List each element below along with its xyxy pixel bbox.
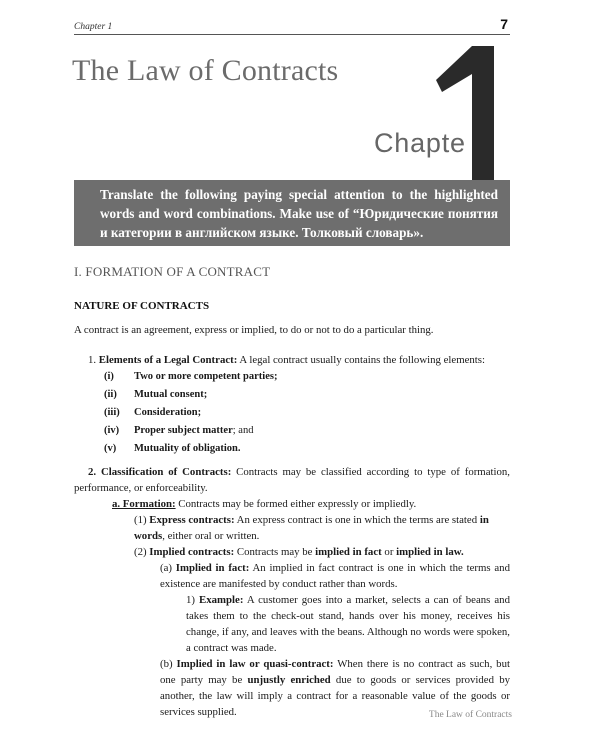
- list-item-text: Mutual consent;: [134, 389, 208, 400]
- implied-label: (2): [134, 546, 150, 558]
- list-item-number: (i): [104, 371, 114, 382]
- list-item-number: (ii): [104, 389, 117, 400]
- paragraph-implied: [134, 544, 510, 560]
- fact-label: (a): [160, 562, 176, 574]
- list-item: [104, 404, 504, 422]
- implied-bold-law: implied in law.: [396, 546, 464, 558]
- elements-label: 1.: [88, 354, 99, 366]
- paragraph-example: [186, 592, 510, 656]
- quasi-heading: Implied in law or quasi-contract:: [176, 658, 334, 670]
- list-item-text: Consideration;: [134, 407, 202, 418]
- implied-bold-fact: implied in fact: [315, 546, 382, 558]
- example-text: A customer goes into a market, selects a can of beans and takes them to the check-out stand, hands over his money, receives his change, if any, and leaves with the beans. Although no words were spoken, a contract was made.: [186, 594, 510, 654]
- list-item-number: (iv): [104, 425, 120, 436]
- list-item-text: Proper subject matter: [134, 425, 233, 436]
- paragraph-formation: [112, 496, 510, 512]
- elements-list: [104, 368, 504, 458]
- instruction-text: Translate the following paying special attention to the highlighted words and word combinations. Make use of “Юридические понятия и категории в английском языке. Толковый словарь».: [100, 187, 498, 240]
- instruction-banner: [74, 180, 510, 246]
- express-label: (1): [134, 514, 150, 526]
- express-text: An express contract is one in which the terms are stated: [234, 514, 480, 526]
- implied-heading: Implied contracts:: [149, 546, 235, 558]
- quasi-bold: unjustly enriched: [247, 674, 331, 686]
- fact-heading: Implied in fact:: [175, 562, 250, 574]
- quasi-label: (b): [160, 658, 177, 670]
- section-heading: I. FORMATION OF A CONTRACT: [74, 264, 271, 279]
- quasi-text-1: When there is no contract as such, but one party may be: [160, 658, 510, 686]
- running-header-chapter: Chapter 1: [74, 22, 113, 32]
- list-item: [104, 368, 504, 386]
- elements-text: A legal contract usually contains the following elements:: [237, 354, 485, 366]
- list-item-text: Mutuality of obligation.: [134, 443, 241, 454]
- page-title: The Law of Contracts: [72, 54, 339, 87]
- header-rule: [74, 34, 510, 35]
- list-item: [104, 386, 504, 404]
- running-footer: The Law of Contracts: [428, 710, 512, 720]
- implied-mid: or: [381, 546, 397, 558]
- formation-heading: a. Formation:: [112, 498, 176, 510]
- express-tail: , either oral or written.: [162, 530, 260, 542]
- list-item-number: (iii): [104, 407, 120, 418]
- example-heading: Example:: [199, 594, 244, 606]
- paragraph-elements: [88, 352, 510, 368]
- classification-heading: 2. Classification of Contracts:: [88, 466, 232, 478]
- list-item: [104, 440, 504, 458]
- fact-text: An implied in fact contract is one in which the terms and existence are manifested by conduct rather than words.: [160, 562, 510, 590]
- subheading-nature: NATURE OF CONTRACTS: [74, 300, 210, 312]
- classification-text: Contracts may be classified according to type of formation, performance, or enforceability.: [74, 466, 510, 494]
- list-item-number: (v): [104, 443, 117, 454]
- list-item-suffix: ; and: [232, 425, 254, 436]
- list-item-text: Two or more competent parties;: [134, 371, 278, 382]
- list-item: [104, 422, 504, 440]
- paragraph-express: [134, 512, 510, 544]
- chapter-number-graphic: [428, 46, 496, 182]
- paragraph-classification: [74, 464, 510, 496]
- express-heading: Express contracts:: [149, 514, 235, 526]
- express-bold-tail: in words: [134, 514, 489, 542]
- quasi-text-2: due to goods or services provided by another, the law will imply a contract for a reasonable value of the goods or services supplied.: [160, 674, 510, 718]
- paragraph-intro: A contract is an agreement, express or implied, to do or not to do a particular thing.: [74, 324, 434, 336]
- example-label: 1): [186, 594, 200, 606]
- formation-text: Contracts may be formed either expressly or impliedly.: [175, 498, 417, 510]
- chapter-word: Chapte: [374, 128, 466, 158]
- paragraph-implied-in-fact: [160, 560, 510, 592]
- implied-text: Contracts may be: [234, 546, 316, 558]
- page-number: 7: [500, 16, 508, 32]
- elements-heading: Elements of a Legal Contract:: [98, 354, 238, 366]
